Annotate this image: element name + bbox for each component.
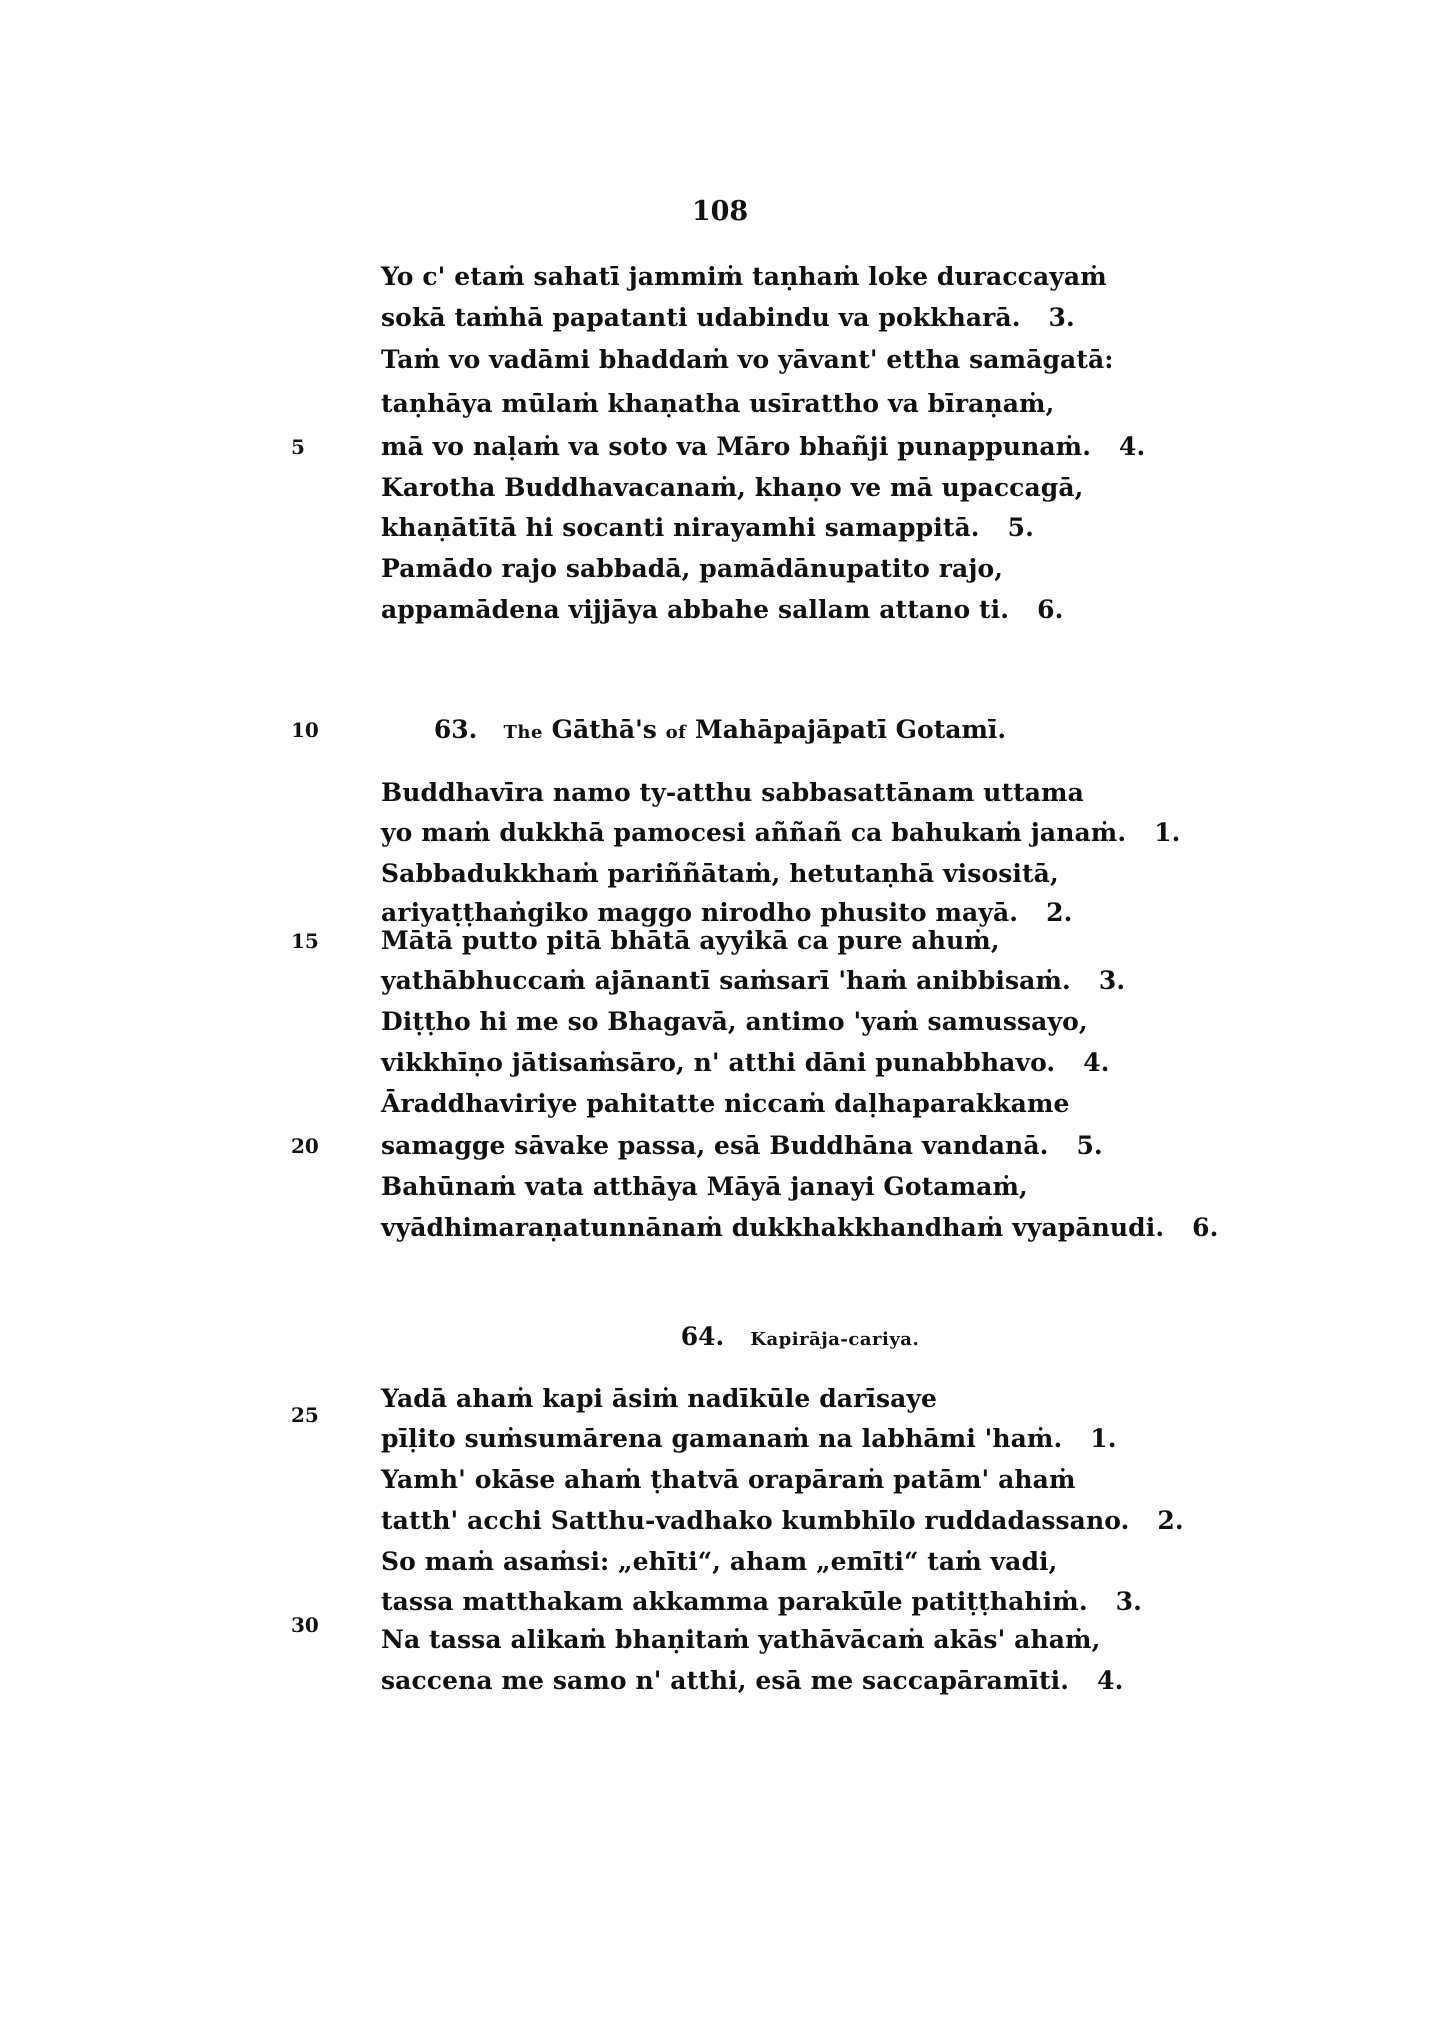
verse-line: Yadā ahaṁ kapi āsiṁ nadīkūle darīsaye	[381, 1384, 938, 1413]
verse-line: ariyaṭṭhaṅgiko maggo nirodho phusito mayā. 2.	[381, 898, 1073, 927]
section-heading-63: 63. The Gāthā's of Mahāpajāpatī Gotamī.	[433, 715, 1007, 744]
verse-number: 3.	[1098, 966, 1126, 995]
verse-line: saccena me samo n' atthi, esā me saccapāramīti. 4.	[381, 1666, 1124, 1695]
verse-line: Na tassa alikaṁ bhaṇitaṁ yathāvācaṁ akās' ahaṁ,	[381, 1625, 1101, 1654]
verse-number: 2.	[1046, 898, 1073, 927]
verse-line: mā vo naḷaṁ va soto va Māro bhañji punappunaṁ. 4.	[381, 432, 1146, 461]
verse-number: 4.	[1119, 432, 1146, 461]
margin-line-number: 10	[291, 718, 319, 742]
verse-line: yo maṁ dukkhā pamocesi aññañ ca bahukaṁ janaṁ. 1.	[381, 818, 1181, 847]
margin-line-number: 5	[291, 435, 305, 459]
verse-number: 3.	[1048, 303, 1075, 332]
verse-line: tassa matthakam akkamma parakūle patiṭṭhahiṁ. 3.	[381, 1587, 1142, 1616]
verse-line: tatth' acchi Satthu-vadhako kumbhīlo ruddadassano. 2.	[381, 1506, 1184, 1535]
verse-line: Pamādo rajo sabbadā, pamādānupatito rajo,	[381, 554, 1004, 583]
verse-line: Diṭṭho hi me so Bhagavā, antimo 'yaṁ samussayo,	[381, 1007, 1088, 1036]
verse-number: 4.	[1083, 1048, 1110, 1077]
margin-line-number: 25	[291, 1403, 319, 1427]
verse-line: appamādena vijjāya abbahe sallam attano ti. 6.	[381, 595, 1064, 624]
verse-line: Buddhavīra namo ty-atthu sabbasattānam uttama	[381, 778, 1084, 807]
verse-line: Yamh' okāse ahaṁ ṭhatvā orapāraṁ patām' ahaṁ	[381, 1465, 1076, 1494]
verse-line: Mātā putto pitā bhātā ayyikā ca pure ahuṁ,	[381, 926, 1000, 955]
verse-line: vyādhimaraṇatunnānaṁ dukkhakkhandhaṁ vyapānudi. 6.	[381, 1213, 1219, 1242]
verse-number: 1.	[1154, 818, 1181, 847]
verse-number: 6.	[1192, 1213, 1219, 1242]
verse-line: Taṁ vo vadāmi bhaddaṁ vo yāvant' ettha samāgatā:	[381, 345, 1114, 374]
verse-line: Yo c' etaṁ sahatī jammiṁ taṇhaṁ loke duraccayaṁ	[381, 262, 1107, 291]
verse-number: 5.	[1007, 513, 1034, 542]
verse-line: yathābhuccaṁ ajānantī saṁsarī 'haṁ anibbisaṁ. 3.	[381, 966, 1126, 995]
margin-line-number: 15	[291, 929, 319, 953]
margin-line-number: 20	[291, 1134, 319, 1158]
verse-line: khaṇātītā hi socanti nirayamhi samappitā. 5.	[381, 513, 1034, 542]
verse-line: Āraddhaviriye pahitatte niccaṁ daḷhaparakkame	[381, 1089, 1070, 1118]
verse-number: 6.	[1037, 595, 1064, 624]
verse-number: 4.	[1097, 1666, 1124, 1695]
verse-number: 1.	[1090, 1424, 1117, 1453]
verse-line: vikkhīṇo jātisaṁsāro, n' atthi dāni punabbhavo. 4.	[381, 1048, 1110, 1077]
verse-number: 3.	[1115, 1587, 1142, 1616]
section-heading-64: 64. Kapirāja-cariya.	[680, 1322, 920, 1351]
verse-number: 5.	[1076, 1131, 1103, 1160]
margin-line-number: 30	[291, 1613, 319, 1637]
page-number: 108	[691, 196, 749, 227]
verse-line: Karotha Buddhavacanaṁ, khaṇo ve mā upaccagā,	[381, 473, 1084, 502]
verse-line: Sabbadukkhaṁ pariññātaṁ, hetutaṇhā visositā,	[381, 859, 1059, 888]
verse-line: samagge sāvake passa, esā Buddhāna vandanā. 5.	[381, 1131, 1103, 1160]
verse-line: Bahūnaṁ vata atthāya Māyā janayi Gotamaṁ,	[381, 1172, 1028, 1201]
verse-line: taṇhāya mūlaṁ khaṇatha usīrattho va bīraṇaṁ,	[381, 389, 1055, 418]
verse-number: 2.	[1157, 1506, 1184, 1535]
verse-line: sokā taṁhā papatanti udabindu va pokkharā. 3.	[381, 303, 1075, 332]
verse-line: pīḷito suṁsumārena gamanaṁ na labhāmi 'haṁ. 1.	[381, 1424, 1117, 1453]
verse-line: So maṁ asaṁsi: „ehīti“, aham „emīti“ taṁ vadi,	[381, 1547, 1058, 1576]
